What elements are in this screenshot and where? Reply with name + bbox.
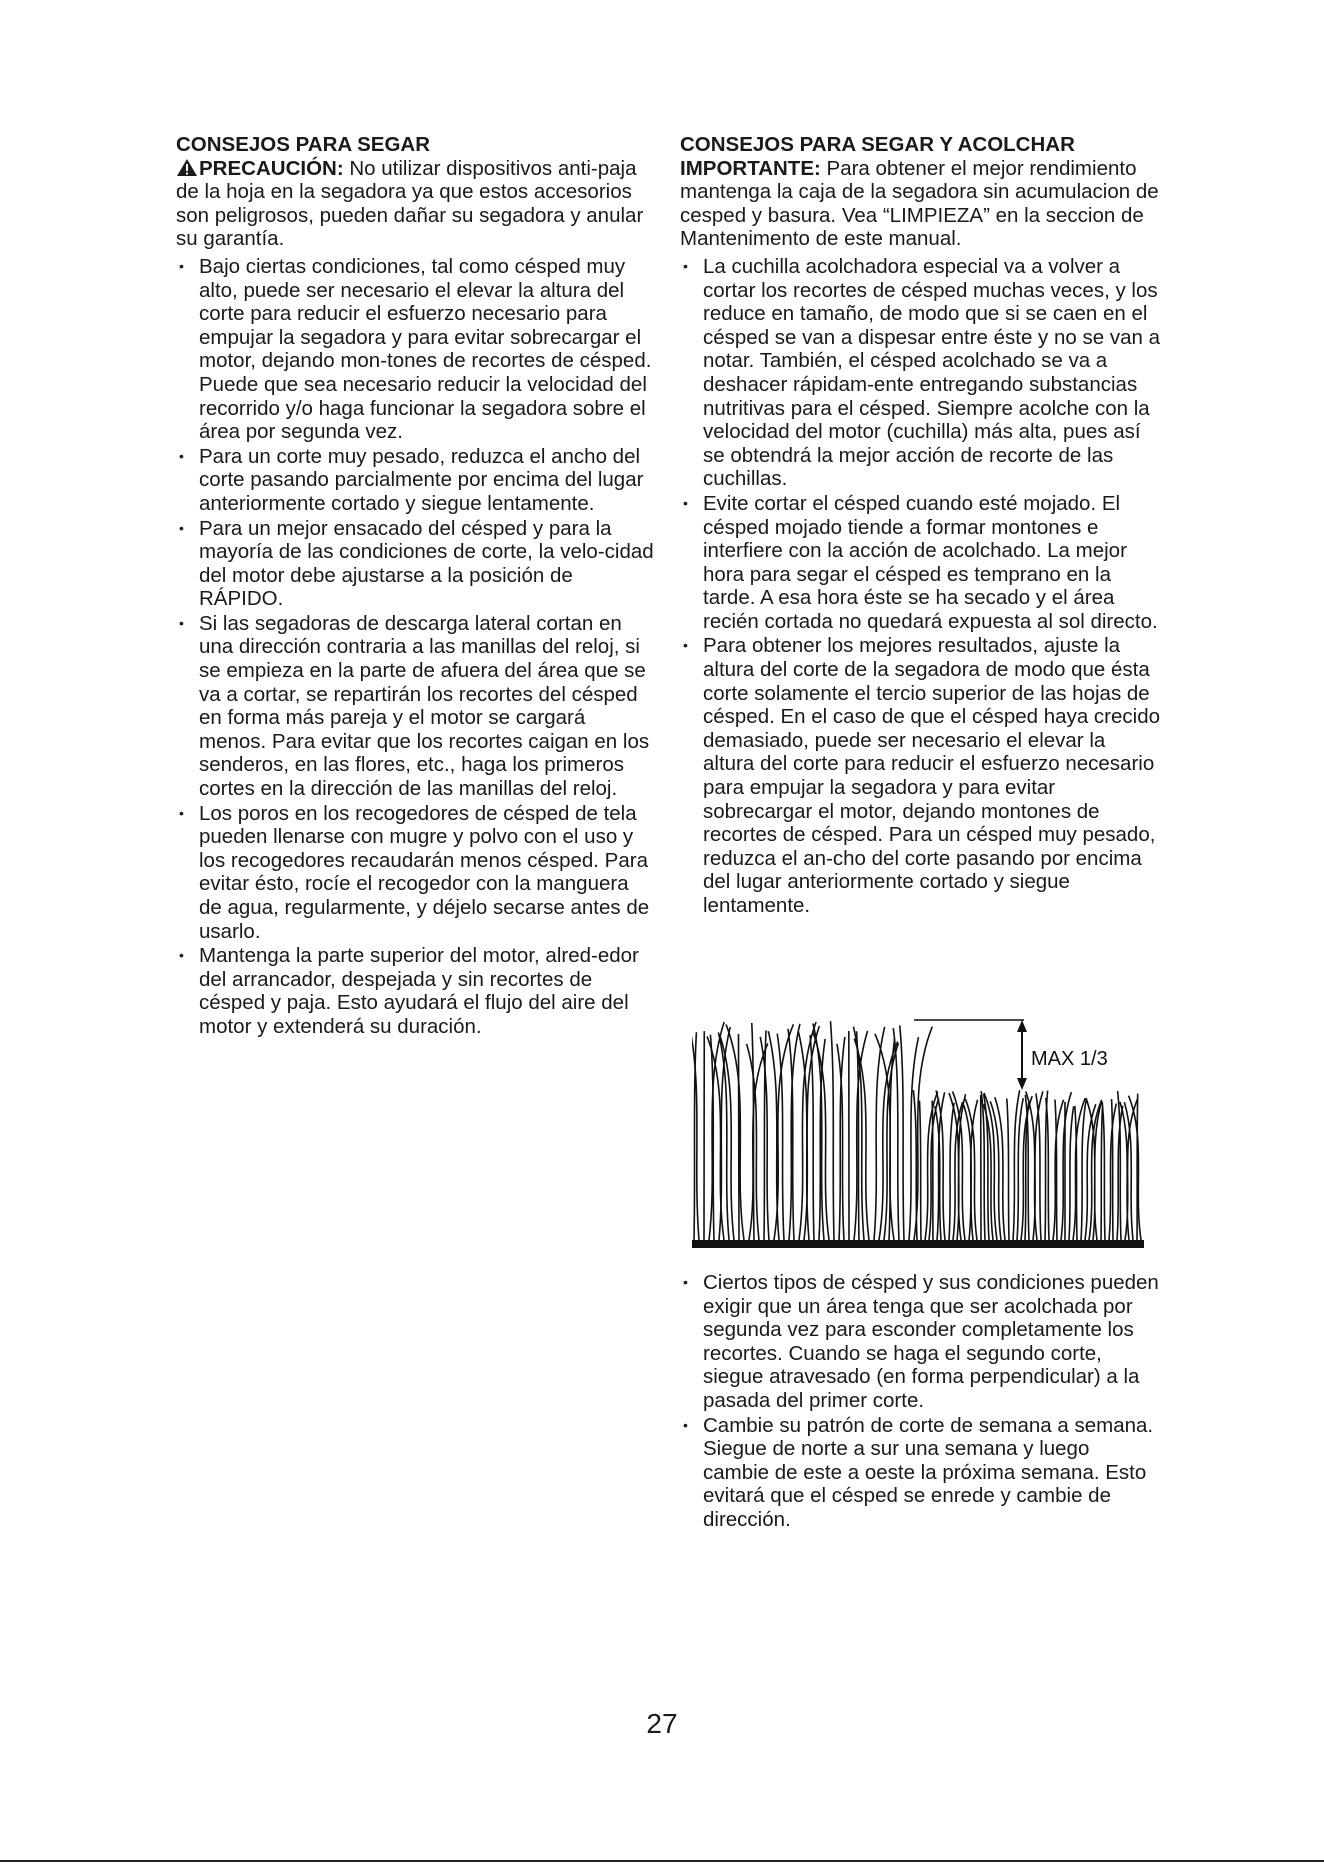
grass-blade: [1081, 1099, 1086, 1240]
important-text: Para obtener el mejor rendimiento mantenga la caja de la segadora sin acumulacion de cesped y basura. Vea “LIMPIEZA” en la seccion de Mantenimento de este manual.: [680, 156, 1159, 251]
caution-paragraph: [176, 157, 656, 251]
grass-blade: [981, 1091, 985, 1240]
list-item: • Para un corte muy pesado, reduzca el ancho del corte pasando parcialmente por encima del lugar anteriormente cortado y siegue lentamente.: [176, 445, 656, 516]
list-item: • Cambie su patrón de corte de semana a semana. Siegue de norte a sur una semana y luego cambie de este a oeste la próxima semana. Esto evitará que el césped se enrede y cambie de dirección.: [680, 1414, 1160, 1532]
important-label: IMPORTANTE:: [680, 156, 821, 180]
section-heading-mulching-tips: CONSEJOS PARA SEGAR Y ACOLCHAR: [680, 133, 1075, 156]
max-label: MAX 1/3: [1031, 1048, 1108, 1070]
right-column-continued: [680, 1271, 1160, 1533]
list-item: • Bajo ciertas condiciones, tal como césped muy alto, puede ser necesario el elevar la altura del corte para reducir el esfuerzo necesario para empujar la segadora y para evitar sobrecargar el motor, dejando mon-tones de recortes de césped. Puede que sea necesario reducir la velocidad del recorrido y/o haga funcionar la segadora sobre el área por segunda vez.: [176, 255, 656, 444]
grass-blade: [830, 1021, 834, 1240]
grass-blade: [919, 1101, 921, 1240]
list-item: • Mantenga la parte superior del motor, alred-edor del arrancador, despejada y sin recortes de césped y paja. Esto ayudará el flujo del aire del motor y extenderá su duración.: [176, 944, 656, 1038]
list-item: • Para un mejor ensacado del césped y para la mayoría de las condiciones de corte, la velo-cidad del motor debe ajustarse a la posición de RÁPIDO.: [176, 517, 656, 611]
grass-blade: [738, 1034, 739, 1240]
grass-blade: [1036, 1093, 1041, 1240]
grass-blade: [1069, 1106, 1074, 1240]
warning-triangle-icon: [176, 158, 198, 177]
section-heading-mowing-tips: CONSEJOS PARA SEGAR: [176, 133, 431, 156]
mowing-tips-list: [176, 255, 656, 1039]
caution-label: PRECAUCIÓN:: [199, 156, 344, 180]
grass-blade: [1120, 1102, 1129, 1240]
caution-text: No utilizar dispositivos anti-paja de la hoja en la segadora ya que estos accesorios son peligrosos, pueden dañar su segadora y anular su garantía.: [176, 156, 644, 251]
grass-blade: [1112, 1099, 1113, 1240]
grass-blade: [1124, 1102, 1133, 1240]
grass-blade: [879, 1041, 898, 1240]
ground-line: [692, 1240, 1144, 1248]
grass-blade: [949, 1103, 954, 1240]
grass-blade: [1129, 1096, 1141, 1240]
grass-blade: [1101, 1108, 1102, 1240]
grass-height-illustration: [692, 1012, 1144, 1248]
grass-blade: [726, 1024, 744, 1240]
bottom-rule: [0, 1860, 1324, 1862]
list-item: • Evite cortar el césped cuando esté mojado. El césped mojado tiende a formar montones e interfiere con la acción de acolchado. La mejor hora para segar el césped es temprano en la tarde. A esa hora éste se ha secado y el área recién cortada no quedará expuesta al sol directo.: [680, 492, 1160, 634]
list-item: • Para obtener los mejores resultados, ajuste la altura del corte de la segadora de modo que ésta corte solamente el tercio superior de las hojas de césped. En el caso de que el césped haya crecido demasiado, puede ser necesario el elevar la altura del corte para reducir el esfuerzo necesario para empujar la segadora y para evitar sobrecargar el motor, dejando montones de recortes de césped. Para un césped muy pesado, reduzca el an-cho del corte pasando por encima del lugar anteriormente cortado y siegue lentamente.: [680, 634, 1160, 917]
short-grass-blades: [913, 1090, 1141, 1240]
page-number: 27: [646, 1708, 678, 1739]
grass-blade: [1007, 1099, 1009, 1240]
grass-blade: [913, 1090, 917, 1240]
grass-blade: [798, 1032, 809, 1240]
arrow-down-icon: [1017, 1078, 1027, 1090]
important-paragraph: [680, 157, 1160, 251]
left-column: [176, 133, 656, 1040]
list-item: • Los poros en los recogedores de césped de tela pueden llenarse con mugre y polvo con el uso y los recogedores recaudarán menos césped. Para evitar ésto, rocíe el recogedor con la manguera de agua, regularmente, y déjelo secarse antes de usarlo.: [176, 802, 656, 944]
mulching-tips-list: [680, 255, 1160, 918]
list-item: • Ciertos tipos de césped y sus condiciones pueden exigir que un área tenga que ser acolchada por segunda vez para esconder completamente los recortes. Cuando se haga el segundo corte, siegue atravesado (en forma perpendicular) a la pasada del primer corte.: [680, 1271, 1160, 1413]
list-item: • La cuchilla acolchadora especial va a volver a cortar los recortes de césped muchas veces, y los reduce en tamaño, de modo que si se caen en el césped se van a dispesar entre éste y no se van a notar. También, el césped acolchado se va a deshacer rápidam-ente entregando substancias nutritivas para el césped. Siempre acolche con la velocidad del motor (cuchilla) más alta, pues así se obtendrá la mejor acción de recorte de las cuchillas.: [680, 255, 1160, 491]
list-item: • Si las segadoras de descarga lateral cortan en una dirección contraria a las manillas del reloj, si se empieza en la parte de afuera del área que se va a cortar, se repartirán los recortes del césped en forma más pareja y el motor se cargará menos. Para evitar que los recortes caigan en los senderos, en las flores, etc., haga los primeros cortes en la dirección de las manillas del reloj.: [176, 612, 656, 801]
grass-blade: [932, 1101, 933, 1240]
tall-grass-blades: [692, 1021, 932, 1240]
grass-blade: [768, 1031, 779, 1240]
arrow-up-icon: [1017, 1020, 1027, 1032]
grass-blade: [900, 1025, 904, 1240]
grass-blade: [969, 1100, 978, 1240]
grass-blade: [1137, 1094, 1138, 1240]
right-column: [680, 133, 1160, 919]
mulching-tips-list-continued: [680, 1271, 1160, 1532]
